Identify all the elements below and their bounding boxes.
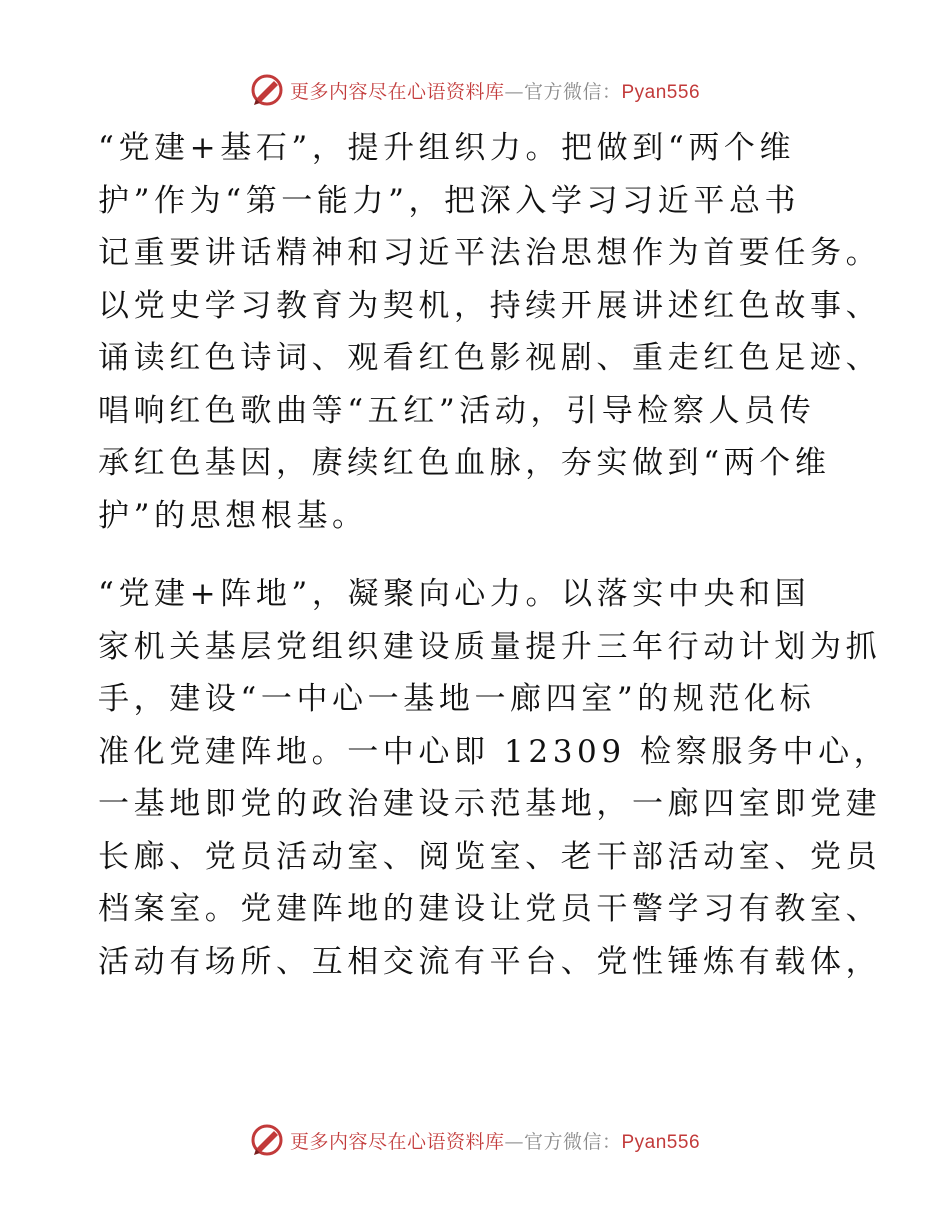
- watermark: [250, 73, 700, 107]
- watermark-dash: —: [504, 1130, 524, 1153]
- footer-watermark: [0, 1118, 950, 1162]
- text-line: 一基地即党的政治建设示范基地，一廊四室即党建: [98, 786, 882, 822]
- text-line: 以党史学习教育为契机，持续开展讲述红色故事、: [98, 287, 882, 324]
- document-body: [98, 122, 890, 988]
- watermark-main: 更多内容尽在心语资料库: [289, 80, 505, 103]
- text-line: “党建+基石”，提升组织力。把做到“两个维: [98, 130, 796, 166]
- text-line: 诵读红色诗词、观看红色影视剧、重走红色足迹、: [98, 340, 882, 376]
- header-watermark: [0, 68, 950, 112]
- watermark-dash: —: [504, 80, 524, 103]
- text-line: 准化党建阵地。一中心即 12309 检察服务中心，: [98, 733, 890, 770]
- paragraph-2: [98, 568, 890, 988]
- text-line: 家机关基层党组织建设质量提升三年行动计划为抓: [98, 628, 882, 665]
- watermark-label: 官方微信：: [523, 1130, 622, 1153]
- watermark-id: Pyan556: [621, 81, 701, 103]
- text-line: 护”作为“第一能力”，把深入学习习近平总书: [98, 182, 801, 219]
- text-line: “党建+阵地”，凝聚向心力。以落实中央和国: [98, 576, 811, 612]
- watermark: [250, 1123, 700, 1157]
- text-line: 长廊、党员活动室、阅览室、老干部活动室、党员: [98, 838, 882, 875]
- watermark-label: 官方微信：: [523, 80, 622, 103]
- watermark-id: Pyan556: [621, 1131, 701, 1153]
- text-line: 手，建设“一中心一基地一廊四室”的规范化标: [98, 681, 816, 717]
- paragraph-1: [98, 122, 882, 542]
- text-line: 护”的思想根基。: [98, 497, 368, 534]
- text-line: 档案室。党建阵地的建设让党员干警学习有教室、: [98, 891, 882, 927]
- text-line: 活动有场所、互相交流有平台、党性锤炼有载体，: [98, 943, 882, 980]
- pen-logo-icon: [250, 73, 284, 107]
- text-line: 唱响红色歌曲等“五红”活动，引导检察人员传: [98, 392, 816, 429]
- watermark-main: 更多内容尽在心语资料库: [289, 1130, 505, 1153]
- text-line: 承红色基因，赓续红色血脉，夯实做到“两个维: [98, 445, 831, 481]
- pen-logo-icon: [250, 1123, 284, 1157]
- text-line: 记重要讲话精神和习近平法治思想作为首要任务。: [98, 235, 882, 271]
